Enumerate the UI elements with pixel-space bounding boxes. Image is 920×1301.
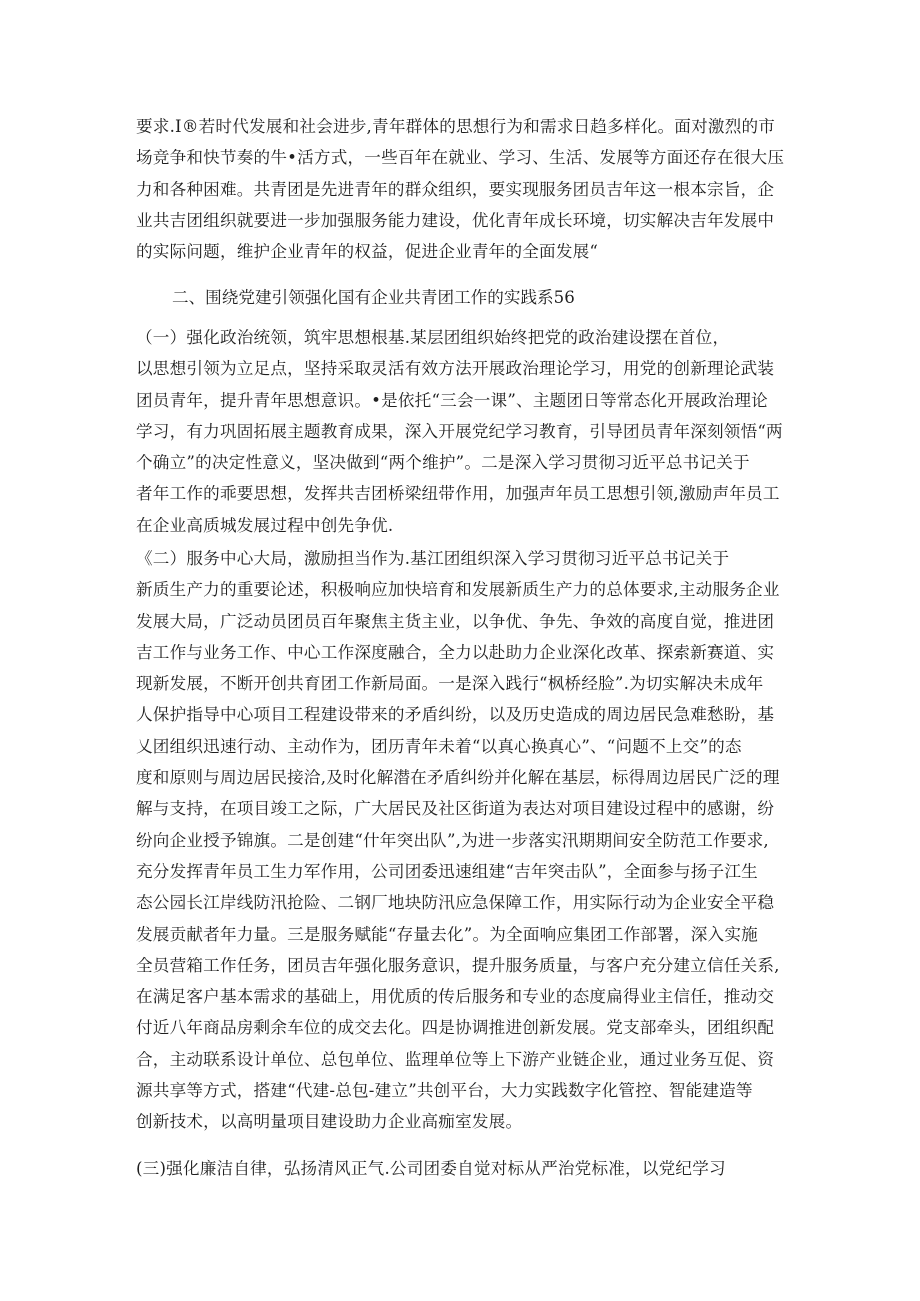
text-line: 团员青年，提升青年思想意识。•是依托“三会一课”、主题团日等常态化开展政治理论 — [136, 390, 768, 410]
text-line: 《二）服务中心大局，激励担当作为.基江团组织深入学习贯彻习近平总书记关于 — [136, 549, 730, 568]
text-line: 发展大局，广泛动员团员百年聚焦主货主业，以争优、争先、争效的高度自觉，推进团 — [136, 611, 775, 631]
text-line: 乂团组织迅速行动、主动作为，团历青年未着“以真心换真心”、“问题不上交”的态 — [136, 736, 742, 756]
text-line: 充分发挥青年员工生力军作用，公司团委迅速组建“吉年突击队”，全面参与扬子江生 — [136, 861, 758, 881]
text-line: 发展贡献者年力量。三是服务赋能“存量去化”。为全面响应集团工作部署，深入实施 — [136, 924, 758, 944]
text-line: 纷向企业授予锦旗。二是创建“什年突出队”,为进一步落实汛期期间安全防范工作要求, — [136, 830, 769, 850]
text-line: 个确立”的决定性意义，坚决做到“两个维护”。二是深入学习贯彻习近平总书记关于 — [136, 453, 750, 473]
text-line: 解与支持，在项目竣工之际，广大居民及社区街道为表达对项目建设过程中的感谢，纷 — [136, 799, 775, 819]
paragraph-section-three — [136, 1153, 788, 1184]
text-line: 的实际问题，维护企业青年的权益，促进企业青年的全面发展“ — [136, 242, 599, 262]
text-line: 现新发展，不断开创共育团工作新局面。一是深入践行“枫桥经脸”.为切实解决未成年 — [136, 674, 764, 694]
text-line: 付近八年商品房剩余车位的成交去化。四是协调推进创新发展。党支部牵头，团组织配 — [136, 1018, 775, 1038]
text-line: 态公园长江岸线防汛抢险、二钢厂地块防汛应急保障工作，用实际行动为企业安全平稳 — [136, 893, 775, 913]
text-line: (三)强化廉洁自律，弘扬清风正气.公司团委自觉对标从严治党标准，以党纪学习 — [136, 1159, 726, 1178]
text-line: 合，主动联系设计单位、总包单位、监理单位等上下游产业链企业，通过业务互促、资 — [136, 1049, 775, 1069]
text-line: 全员营箱工作任务，团员吉年强化服务意识，提升服务质量，与客户充分建立信任关系, — [136, 955, 780, 975]
text-line: 学习，有力巩固拓展主题教育成果，深入开展党纪学习教育，引导团员青年深刻领悟“两 — [136, 421, 783, 441]
text-line: 以思想引领为立足点，坚持采取灵活有效方法开展政治理论学习，用党的创新理论武装 — [136, 359, 775, 379]
text-line: 在企业高质城发展过程中创先争优. — [136, 515, 394, 535]
text-line: 人保护指导中心项目工程建设带来的矛盾纠纷，以及历史造成的周边居民急难愁盼，基 — [136, 705, 775, 725]
text-line: 度和原则与周边居民接洽,及时化解潜在矛盾纠纷并化解在基层，标得周边居民广泛的理 — [136, 768, 780, 788]
paragraph-section-one — [136, 322, 788, 541]
text-line: 业共吉团组织就要进一步加强服务能力建设，优化青年成长环境，切实解决吉年发展中 — [136, 210, 775, 230]
section-heading: 二、围绕党建引领强化国有企业共青团工作的实践系56 — [172, 288, 575, 307]
text-line: 场竞争和快节奏的牛•活方式，一些百年在就业、学习、生活、发展等方面还存在很大压 — [136, 148, 785, 168]
text-line: 力和各种困难。共青团是先进青年的群众组织，要实现服务团员吉年这一根本宗旨，企 — [136, 179, 775, 199]
text-line: 创新技术，以高明量项目建设助力企业高痂室发展。 — [136, 1112, 523, 1132]
text-line: （一）强化政治统领，筑牢思想根基.某层团组织始终把党的政治建设摆在首位， — [136, 328, 730, 347]
text-line: 源共享等方式，搭建“代建-总包-建立”共创平台，大力实践数字化管控、智能建造等 — [136, 1081, 753, 1101]
text-line: 在满足客户基本需求的基础上，用优质的传后服务和专业的态度扁得业主信任，推动交 — [136, 987, 775, 1007]
text-line: 新质生产力的重要论述，积极响应加快培育和发展新质生产力的总体要求,主动服务企业 — [136, 580, 780, 600]
text-line: 者年工作的乖要思想，发挥共吉团桥梁纽带作用，加强声年员工思想引领,激励声年员工 — [136, 484, 780, 504]
text-line: 要求.I®若时代发展和社会进步,青年群体的思想行为和需求日趋多样化。面对激烈的市 — [136, 117, 776, 136]
text-line: 吉工作与业务工作、中心工作深度融合，全力以赴助力企业深化改革、探索新赛道、实 — [136, 642, 775, 662]
paragraph-section-two — [136, 543, 788, 1138]
paragraph-intro — [136, 111, 788, 267]
